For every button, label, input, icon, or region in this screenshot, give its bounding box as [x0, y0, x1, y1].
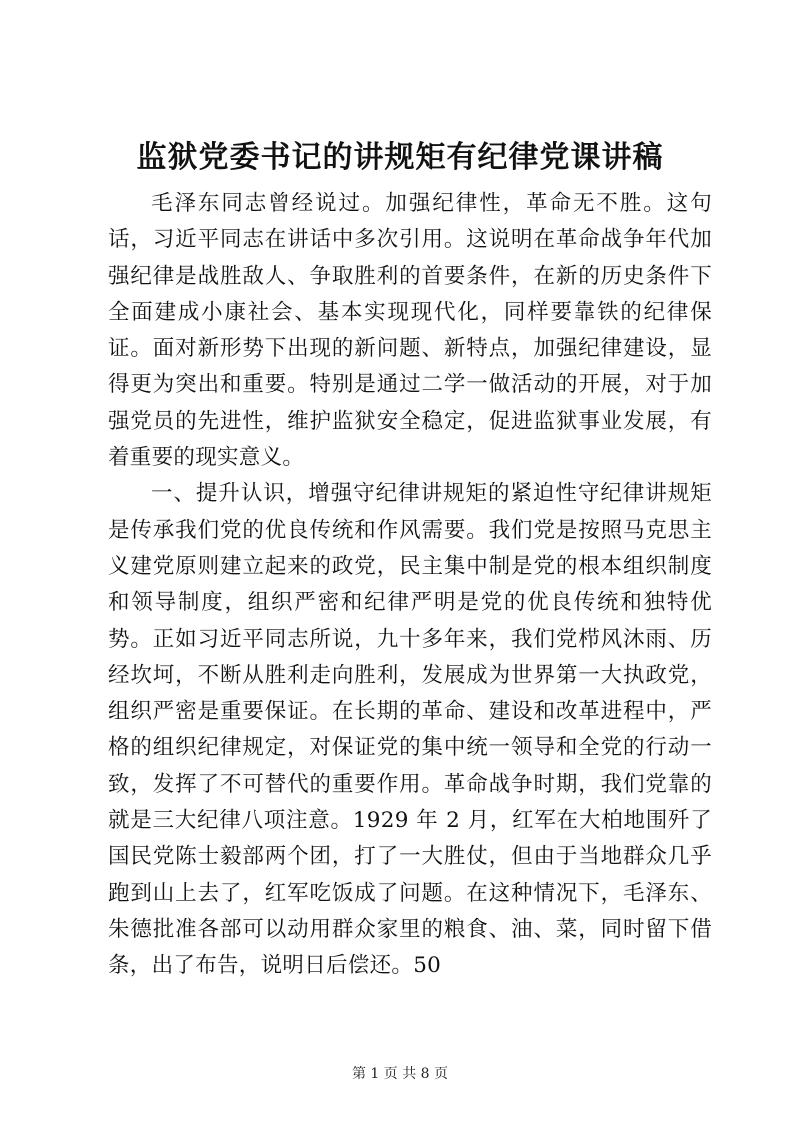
- page-footer: [0, 1064, 800, 1084]
- document-body: [108, 186, 712, 985]
- paragraph-section-one: 一、提升认识，增强守纪律讲规矩的紧迫性守纪律讲规矩是传承我们党的优良传统和作风需要。我们党是按照马克思主义建党原则建立起来的政党，民主集中制是党的根本组织制度和领导制度，组织严密和纪律严明是党的优良传统和独特优势。正如习近平同志所说，九十多年来，我们党栉风沐雨、历经坎坷，不断从胜利走向胜利，发展成为世界第一大执政党，组织严密是重要保证。在长期的革命、建设和改革进程中，严格的组织纪律规定，对保证党的集中统一领导和全党的行动一致，发挥了不可替代的重要作用。革命战争时期，我们党靠的就是三大纪律八项注意。1929 年 2 月，红军在大柏地围歼了国民党陈士毅部两个团，打了一大胜仗，但由于当地群众几乎跑到山上去了，红军吃饭成了问题。在这种情况下，毛泽东、朱德批准各部可以动用群众家里的粮食、油、菜，同时留下借条，出了布告，说明日后偿还。50: [108, 481, 712, 979]
- paragraph-intro: 毛泽东同志曾经说过。加强纪律性，革命无不胜。这句话，习近平同志在讲话中多次引用。这说明在革命战争年代加强纪律是战胜敌人、争取胜利的首要条件，在新的历史条件下全面建成小康社会、基本实现现代化，同样要靠铁的纪律保证。面对新形势下出现的新问题、新特点，加强纪律建设，显得更为突出和重要。特别是通过二学一做活动的开展，对于加强党员的先进性，维护监狱安全稳定，促进监狱事业发展，有着重要的现实意义。: [108, 191, 712, 471]
- page-number-label: 第 1 页 共 8 页: [351, 1066, 449, 1082]
- document-title: 监狱党委书记的讲规矩有纪律党课讲稿: [136, 140, 664, 175]
